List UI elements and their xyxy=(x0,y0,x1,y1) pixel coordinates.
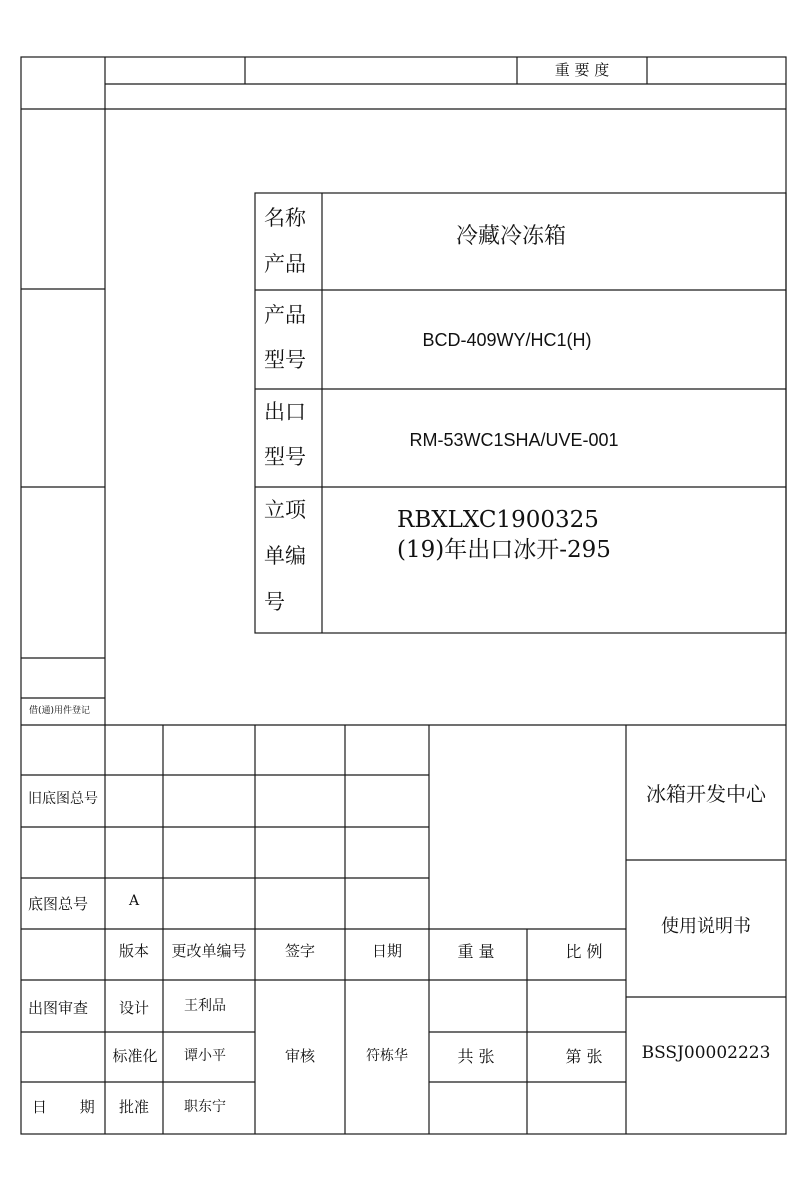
export-model-label-line2: 型号 xyxy=(264,445,306,469)
project-no-label-line3: 号 xyxy=(264,590,285,614)
importance-label: 重 要 度 xyxy=(554,61,610,79)
product-name-value: 冷藏冷冻箱 xyxy=(455,224,567,249)
review-label: 审核 xyxy=(284,1047,316,1065)
col-signature: 签字 xyxy=(284,942,316,960)
total-sheets-label: 共 张 xyxy=(457,1047,495,1066)
borrow-register-label: 借(通)用件登记 xyxy=(29,706,91,716)
issue-review-label: 出图审查 xyxy=(28,999,89,1017)
col-scale: 比 例 xyxy=(565,942,603,961)
design-label: 设计 xyxy=(118,999,150,1017)
standardization-person: 谭小平 xyxy=(184,1048,226,1064)
drawing-no-label: 底图总号 xyxy=(28,895,89,913)
col-weight: 重 量 xyxy=(457,942,495,961)
document-title: 使用说明书 xyxy=(661,916,751,937)
sheet-no-label: 第 张 xyxy=(565,1047,603,1066)
date-label: 日 期 xyxy=(32,1098,109,1116)
project-no-value-line2: (19)年出口冰开-295 xyxy=(397,537,611,563)
product-name-label-line1: 名称 xyxy=(264,206,306,230)
approve-label: 批准 xyxy=(118,1098,150,1116)
product-name-label-line2: 产品 xyxy=(264,252,306,276)
col-change-no: 更改单编号 xyxy=(171,942,247,960)
document-number: BSSJ00002223 xyxy=(641,1043,771,1063)
approve-person: 职东宁 xyxy=(184,1099,226,1115)
col-version: 版本 xyxy=(118,942,150,960)
standardization-label: 标准化 xyxy=(112,1047,158,1065)
old-drawing-no-label: 旧底图总号 xyxy=(28,791,98,807)
review-person: 符栋华 xyxy=(366,1048,408,1064)
product-model-value: BCD-409WY/HC1(H) xyxy=(422,330,592,350)
version-value: A xyxy=(128,893,140,909)
project-no-label-line1: 立项 xyxy=(264,498,306,522)
product-model-label-line1: 产品 xyxy=(264,303,306,327)
project-no-value-line1: RBXLXC1900325 xyxy=(397,507,599,533)
department-name: 冰箱开发中心 xyxy=(646,782,766,806)
col-date: 日期 xyxy=(371,942,403,960)
design-person: 王利品 xyxy=(184,998,226,1014)
product-model-label-line2: 型号 xyxy=(264,348,306,372)
export-model-label-line1: 出口 xyxy=(264,400,306,424)
project-no-label-line2: 单编 xyxy=(264,544,306,568)
export-model-value: RM-53WC1SHA/UVE-001 xyxy=(409,430,619,450)
